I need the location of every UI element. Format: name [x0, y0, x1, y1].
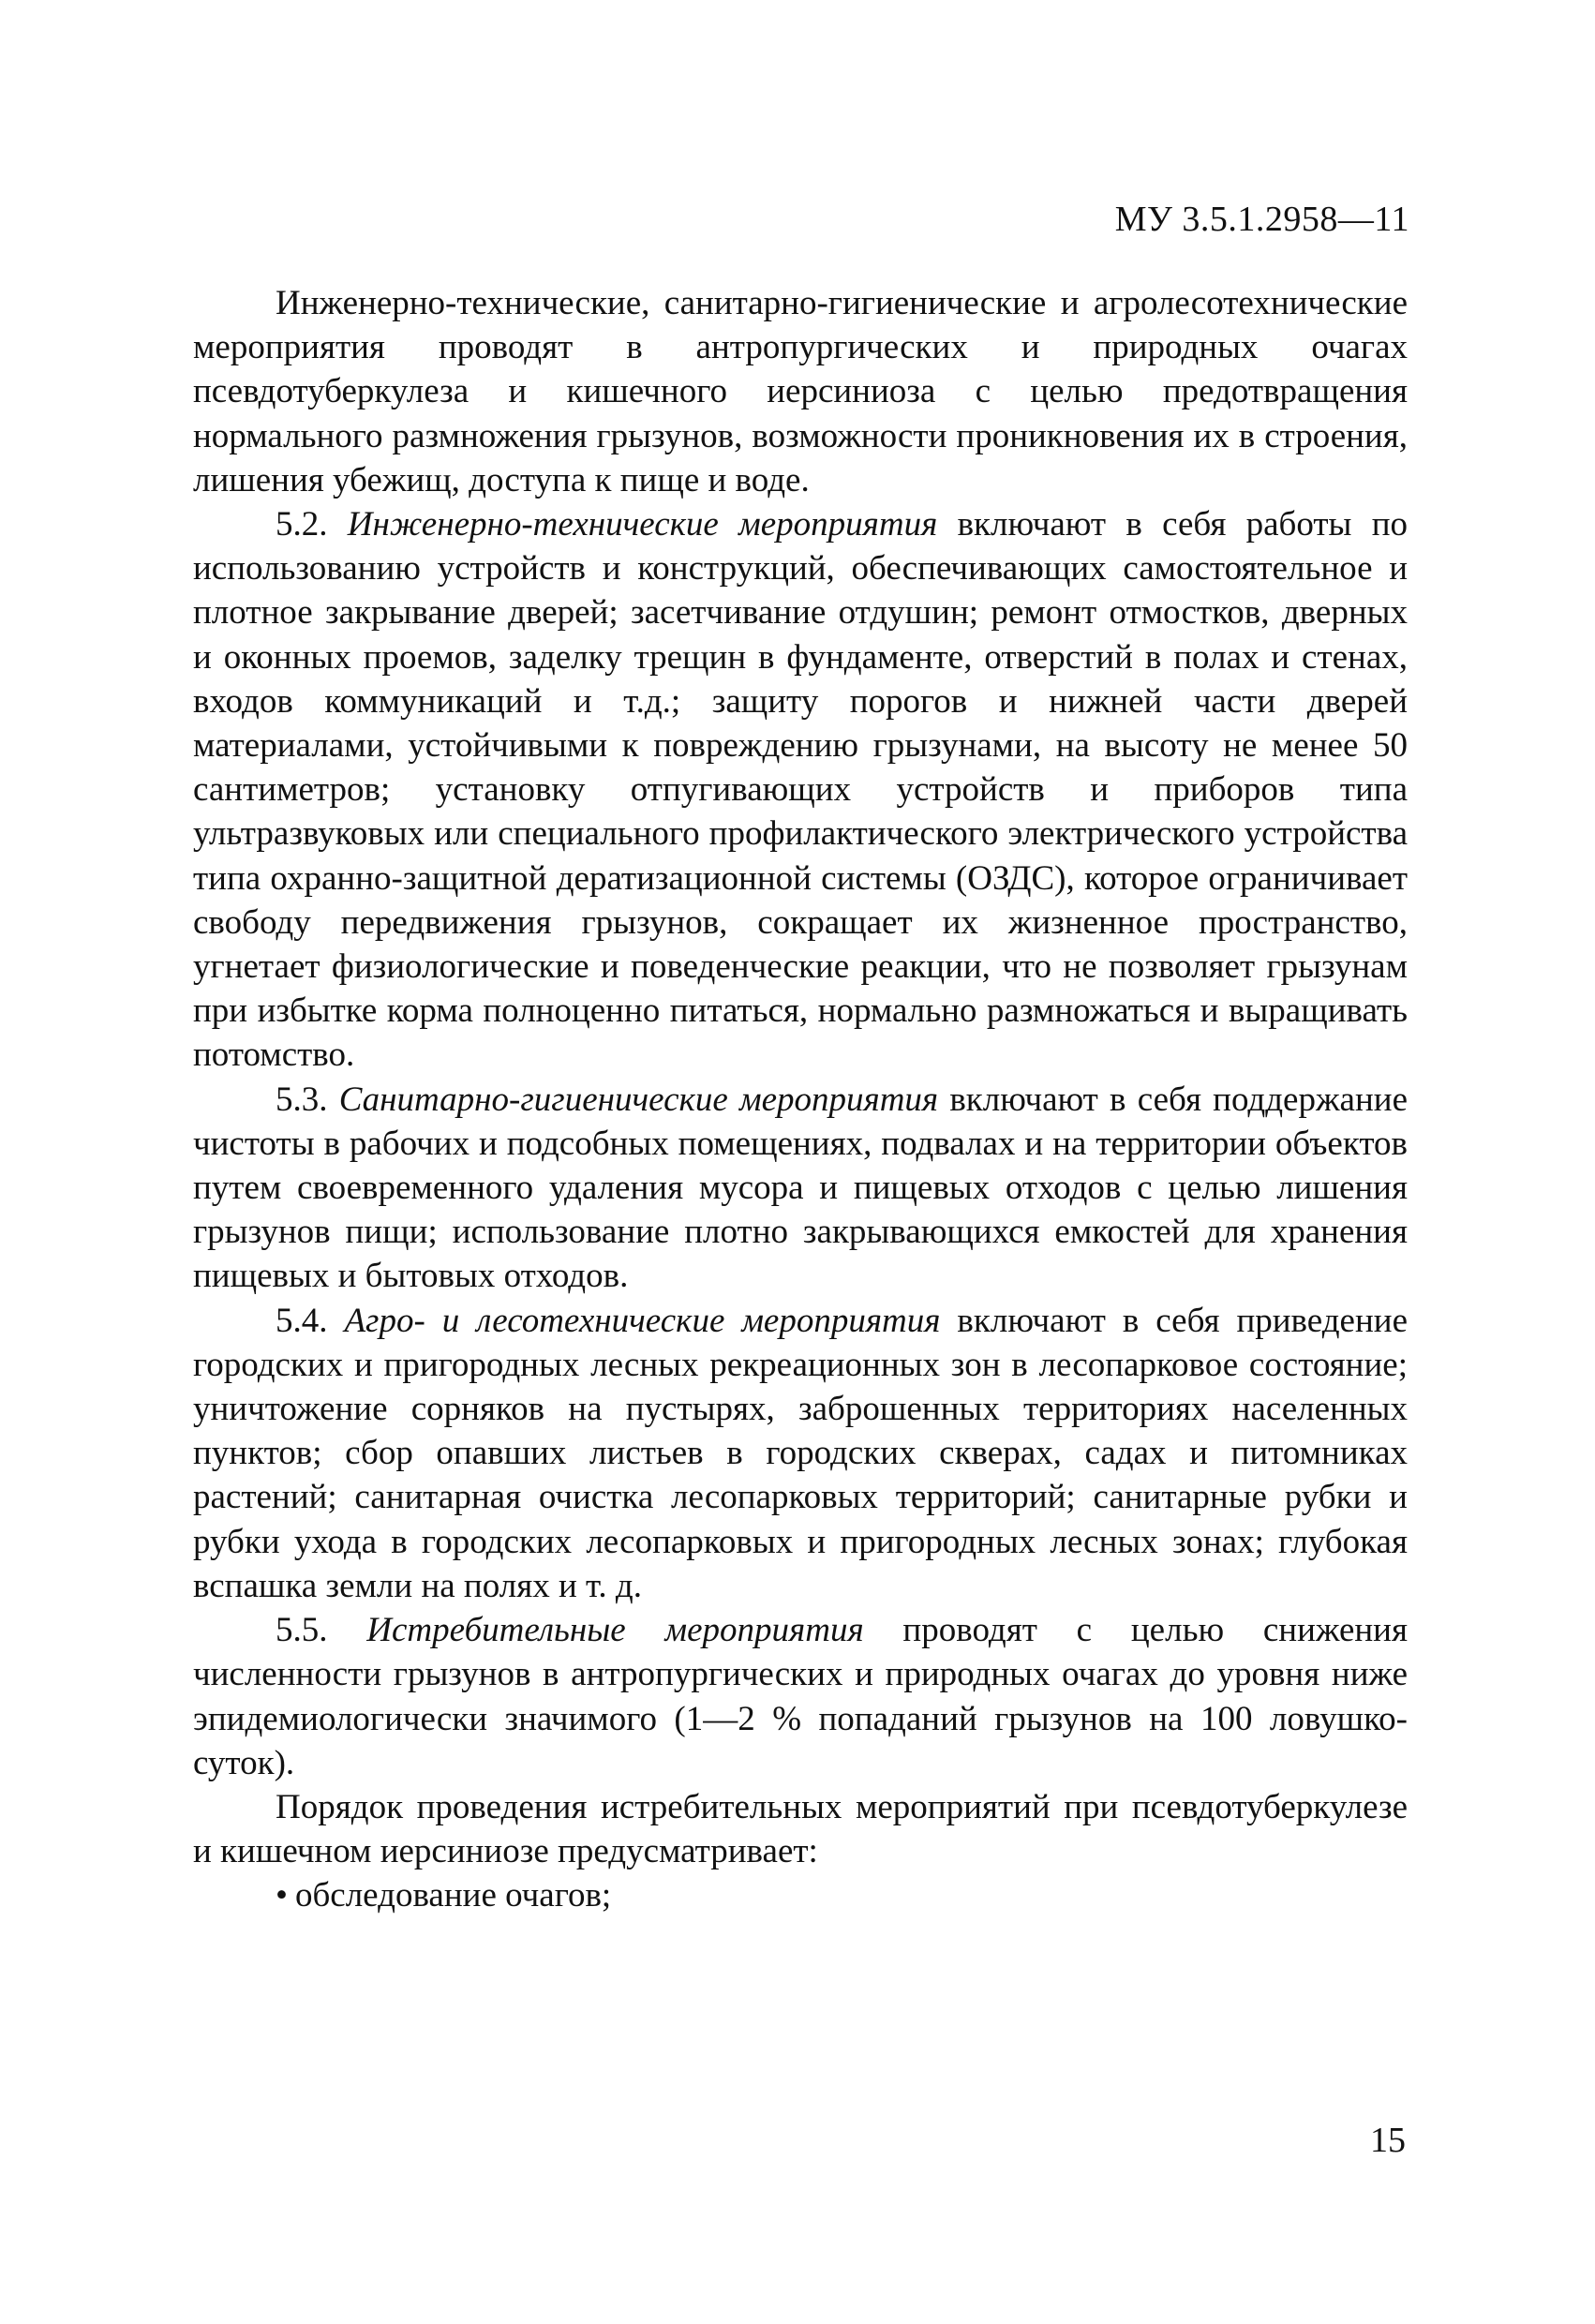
section-number: 5.4. [276, 1301, 345, 1340]
paragraph-5-5 [193, 1608, 1408, 1785]
section-lead-term: Агро- и лесотехнические мероприятия [344, 1301, 941, 1340]
list-item [193, 1873, 1408, 1917]
section-number: 5.2. [276, 505, 348, 544]
list-item-text: обследование очагов; [294, 1876, 612, 1915]
section-text: проводят с целью снижения численности грызунов в антропургических и природных очагах до уровня ниже эпидемиологически значимого (1—2 % попаданий грызунов на 100 ловушко-суток). [193, 1611, 1409, 1782]
paragraph-5-2 [193, 502, 1408, 1078]
section-text: включают в себя приведение городских и пригородных лесных рекреационных зон в лесопарковое состояние; уничтожение сорняков на пустырях, заброшенных территориях населенных пунктов; сбор опавших листьев в городских скверах, садах и питомниках растений; санитарная очистка лесопарковых территорий; санитарные рубки и рубки ухода в городских лесопарковых и пригородных лесных зонах; глубокая вспашка земли на полях и т. д. [193, 1301, 1409, 1605]
bullet-icon: • [276, 1876, 288, 1915]
section-lead-term: Санитарно-гигиенические мероприятия [338, 1080, 939, 1119]
bullet-list [193, 1873, 1408, 1917]
section-text: включают в себя работы по использованию устройств и конструкций, обеспечивающих самостоятельное и плотное закрывание дверей; засетчивание отдушин; ремонт отмостков, дверных и оконных проемов, заделку трещин в фундаменте, отверстий в полах и стенах, входов коммуникаций и т.д.; защиту порогов и нижней части дверей материалами, устойчивыми к повреждению грызунами, на высоту не менее 50 сантиметров; установку отпугивающих устройств и приборов типа ультразвуковых или специального профилактического электрического устройства типа охранно-защитной дератизационной системы (ОЗДС), которое ограничивает свободу передвижения грызунов, сокращает их жизненное пространство, угнетает физиологические и поведенческие реакции, что не позволяет грызунам при избытке корма полноценно питаться, нормально размножаться и выращивать потомство. [193, 505, 1409, 1075]
section-text: включают в себя поддержание чистоты в рабочих и подсобных помещениях, подвалах и на территории объектов путем своевременного удаления мусора и пищевых отходов с целью лишения грызунов пищи; использование плотно закрывающихся емкостей для хранения пищевых и бытовых отходов. [193, 1080, 1408, 1296]
section-number: 5.5. [276, 1611, 367, 1650]
page-number: 15 [1370, 2121, 1406, 2160]
paragraph-procedure: Порядок проведения истребительных мероприятий при псевдотуберкулезе и кишечном иерсиниозе предусматривает: [193, 1787, 1408, 1871]
section-number: 5.3. [276, 1080, 339, 1119]
paragraph-intro: Инженерно-технические, санитарно-гигиенические и агролесотехнические мероприятия проводят в антропургических и природных очагах псевдотуберкулеза и кишечного иерсиниоза с целью предотвращения нормального размножения грызунов, возможности проникновения их в строения, лишения убежищ, доступа к пище и воде. [193, 284, 1408, 499]
section-lead-term: Истребительные мероприятия [366, 1611, 864, 1650]
paragraph-5-3 [193, 1078, 1408, 1299]
body-text [193, 281, 1408, 1918]
document-code: МУ 3.5.1.2958—11 [1114, 200, 1409, 239]
paragraph-5-4 [193, 1299, 1408, 1608]
section-lead-term: Инженерно-технические мероприятия [347, 505, 938, 544]
